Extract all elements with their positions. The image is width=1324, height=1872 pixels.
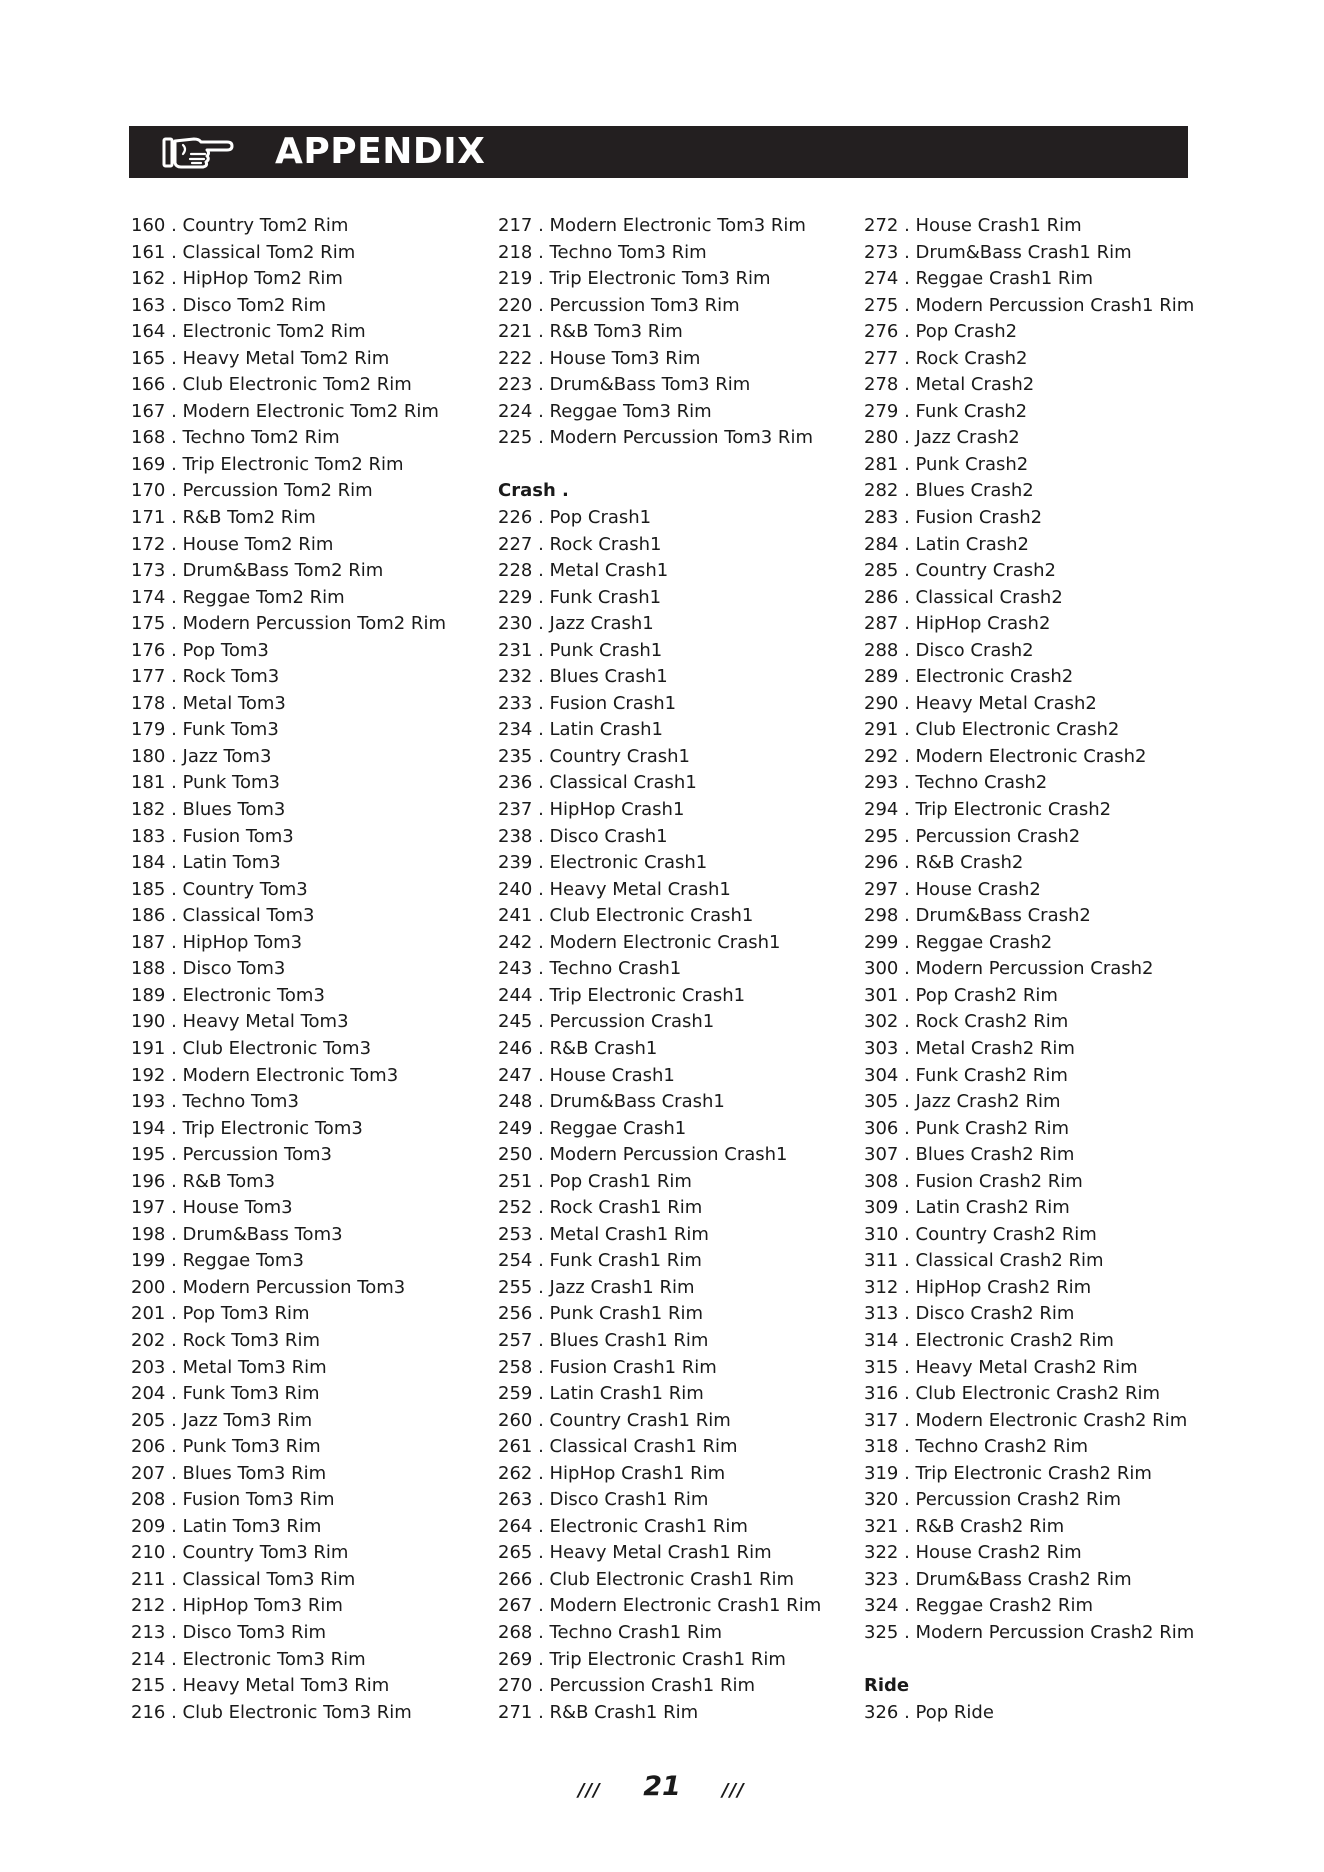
sound-list-item: 265 . Heavy Metal Crash1 Rim — [498, 1542, 772, 1564]
sound-list-item: 235 . Country Crash1 — [498, 745, 690, 767]
sound-list-item: 272 . House Crash1 Rim — [864, 215, 1082, 236]
sound-list-item: 166 . Club Electronic Tom2 Rim — [131, 374, 412, 396]
sound-list-item: 317 . Modern Electronic Crash2 Rim — [864, 1409, 1188, 1431]
index-column-3 — [864, 213, 1224, 1726]
sound-list-item: 215 . Heavy Metal Tom3 Rim — [131, 1675, 390, 1697]
sound-list-item: 298 . Drum&Bass Crash2 — [864, 905, 1091, 927]
sound-list-item: 213 . Disco Tom3 Rim — [131, 1621, 327, 1643]
sound-list-item: 225 . Modern Percussion Tom3 Rim — [498, 427, 813, 449]
sound-list-item: 167 . Modern Electronic Tom2 Rim — [131, 400, 439, 422]
sound-list-item: 270 . Percussion Crash1 Rim — [498, 1675, 756, 1697]
sound-list-item: 208 . Fusion Tom3 Rim — [131, 1489, 335, 1511]
sound-list-item: 168 . Techno Tom2 Rim — [131, 427, 340, 449]
sound-list-item: 228 . Metal Crash1 — [498, 560, 669, 582]
sound-list-item: 238 . Disco Crash1 — [498, 825, 668, 847]
sound-list-item: 224 . Reggae Tom3 Rim — [498, 400, 712, 422]
sound-list-item: 259 . Latin Crash1 Rim — [498, 1383, 704, 1405]
blank-line — [498, 452, 858, 479]
sound-list-item: 247 . House Crash1 — [498, 1064, 675, 1086]
sound-list-item: 294 . Trip Electronic Crash2 — [864, 799, 1112, 821]
sound-list-item: 176 . Pop Tom3 — [131, 639, 269, 661]
sound-list-item: 232 . Blues Crash1 — [498, 666, 668, 688]
sound-list-item: 297 . House Crash2 — [864, 878, 1041, 900]
sound-list-item: 214 . Electronic Tom3 Rim — [131, 1648, 366, 1670]
sound-list-item: 308 . Fusion Crash2 Rim — [864, 1170, 1083, 1192]
sound-list-item: 226 . Pop Crash1 — [498, 507, 652, 529]
sound-list-item: 185 . Country Tom3 — [131, 878, 308, 900]
pointing-hand-icon — [161, 132, 235, 172]
sound-list-item: 260 . Country Crash1 Rim — [498, 1409, 731, 1431]
sound-list-item: 192 . Modern Electronic Tom3 — [131, 1064, 399, 1086]
section-heading: Ride — [864, 1675, 910, 1697]
sound-list-item: 320 . Percussion Crash2 Rim — [864, 1489, 1122, 1511]
sound-list-item: 205 . Jazz Tom3 Rim — [131, 1409, 313, 1431]
sound-list-item: 221 . R&B Tom3 Rim — [498, 321, 683, 343]
sound-list-item: 164 . Electronic Tom2 Rim — [131, 321, 366, 343]
sound-list-item: 280 . Jazz Crash2 — [864, 427, 1020, 449]
sound-list-item: 299 . Reggae Crash2 — [864, 931, 1053, 953]
sound-list-item: 186 . Classical Tom3 — [131, 905, 315, 927]
sound-list-item: 212 . HipHop Tom3 Rim — [131, 1595, 343, 1617]
sound-list-item: 295 . Percussion Crash2 — [864, 825, 1081, 847]
sound-list-item: 257 . Blues Crash1 Rim — [498, 1329, 709, 1351]
sound-list-item: 258 . Fusion Crash1 Rim — [498, 1356, 717, 1378]
sound-list-item: 182 . Blues Tom3 — [131, 799, 286, 821]
sound-list-item: 209 . Latin Tom3 Rim — [131, 1515, 322, 1537]
sound-list-item: 204 . Funk Tom3 Rim — [131, 1383, 320, 1405]
sound-list-item: 315 . Heavy Metal Crash2 Rim — [864, 1356, 1138, 1378]
sound-list-item: 303 . Metal Crash2 Rim — [864, 1037, 1075, 1059]
sound-list-item: 201 . Pop Tom3 Rim — [131, 1303, 310, 1325]
sound-list-item: 248 . Drum&Bass Crash1 — [498, 1091, 725, 1113]
sound-list-item: 203 . Metal Tom3 Rim — [131, 1356, 327, 1378]
sound-list-item: 288 . Disco Crash2 — [864, 639, 1034, 661]
sound-list-item: 241 . Club Electronic Crash1 — [498, 905, 754, 927]
sound-list-item: 254 . Funk Crash1 Rim — [498, 1250, 702, 1272]
sound-list-item: 160 . Country Tom2 Rim — [131, 215, 349, 236]
sound-list-item: 281 . Punk Crash2 — [864, 453, 1029, 475]
sound-list-item: 278 . Metal Crash2 — [864, 374, 1035, 396]
sound-list-item: 240 . Heavy Metal Crash1 — [498, 878, 731, 900]
sound-list-item: 219 . Trip Electronic Tom3 Rim — [498, 268, 771, 290]
sound-list-item: 170 . Percussion Tom2 Rim — [131, 480, 373, 502]
section-heading: Crash . — [498, 480, 569, 502]
sound-list-item: 304 . Funk Crash2 Rim — [864, 1064, 1068, 1086]
sound-list-item: 266 . Club Electronic Crash1 Rim — [498, 1568, 795, 1590]
sound-list-item: 316 . Club Electronic Crash2 Rim — [864, 1383, 1161, 1405]
sound-list-item: 175 . Modern Percussion Tom2 Rim — [131, 613, 446, 635]
sound-list-item: 321 . R&B Crash2 Rim — [864, 1515, 1065, 1537]
sound-list-item: 196 . R&B Tom3 — [131, 1170, 276, 1192]
sound-list-item: 191 . Club Electronic Tom3 — [131, 1037, 372, 1059]
sound-list-item: 287 . HipHop Crash2 — [864, 613, 1051, 635]
sound-list-item: 306 . Punk Crash2 Rim — [864, 1117, 1070, 1139]
sound-list-item: 309 . Latin Crash2 Rim — [864, 1197, 1070, 1219]
sound-list-item: 200 . Modern Percussion Tom3 — [131, 1276, 406, 1298]
sound-list-item: 237 . HipHop Crash1 — [498, 799, 685, 821]
appendix-banner — [129, 126, 1188, 178]
sound-list-item: 286 . Classical Crash2 — [864, 586, 1063, 608]
sound-list-item: 271 . R&B Crash1 Rim — [498, 1701, 699, 1723]
sound-list-item: 199 . Reggae Tom3 — [131, 1250, 304, 1272]
sound-list-item: 250 . Modern Percussion Crash1 — [498, 1144, 788, 1166]
sound-list-item: 244 . Trip Electronic Crash1 — [498, 984, 746, 1006]
footer-slash-mark-right: /// — [722, 1780, 745, 1801]
sound-list-item: 230 . Jazz Crash1 — [498, 613, 654, 635]
sound-list-item: 190 . Heavy Metal Tom3 — [131, 1011, 349, 1033]
sound-list-item: 233 . Fusion Crash1 — [498, 692, 677, 714]
sound-list-item: 246 . R&B Crash1 — [498, 1037, 658, 1059]
sound-list-item: 243 . Techno Crash1 — [498, 958, 682, 980]
sound-list-item: 181 . Punk Tom3 — [131, 772, 280, 794]
sound-list-item: 291 . Club Electronic Crash2 — [864, 719, 1120, 741]
sound-list-item: 179 . Funk Tom3 — [131, 719, 279, 741]
sound-list-item: 231 . Punk Crash1 — [498, 639, 663, 661]
sound-list-item: 273 . Drum&Bass Crash1 Rim — [864, 241, 1132, 263]
sound-list-item: 211 . Classical Tom3 Rim — [131, 1568, 356, 1590]
sound-list-item: 169 . Trip Electronic Tom2 Rim — [131, 453, 404, 475]
sound-list-item: 194 . Trip Electronic Tom3 — [131, 1117, 363, 1139]
sound-list-item: 174 . Reggae Tom2 Rim — [131, 586, 345, 608]
blank-line — [864, 1647, 1224, 1674]
sound-list-item: 184 . Latin Tom3 — [131, 852, 281, 874]
sound-list-item: 188 . Disco Tom3 — [131, 958, 286, 980]
sound-list-item: 283 . Fusion Crash2 — [864, 507, 1043, 529]
sound-list-item: 249 . Reggae Crash1 — [498, 1117, 687, 1139]
sound-list-item: 229 . Funk Crash1 — [498, 586, 662, 608]
sound-list-item: 263 . Disco Crash1 Rim — [498, 1489, 709, 1511]
sound-list-item: 264 . Electronic Crash1 Rim — [498, 1515, 748, 1537]
sound-list-item: 197 . House Tom3 — [131, 1197, 293, 1219]
sound-list-item: 300 . Modern Percussion Crash2 — [864, 958, 1154, 980]
sound-list-item: 289 . Electronic Crash2 — [864, 666, 1074, 688]
sound-list-item: 292 . Modern Electronic Crash2 — [864, 745, 1147, 767]
sound-list-item: 210 . Country Tom3 Rim — [131, 1542, 349, 1564]
sound-list-item: 279 . Funk Crash2 — [864, 400, 1028, 422]
sound-list-item: 177 . Rock Tom3 — [131, 666, 280, 688]
sound-list-item: 216 . Club Electronic Tom3 Rim — [131, 1701, 412, 1723]
sound-list-item: 227 . Rock Crash1 — [498, 533, 662, 555]
sound-list-item: 284 . Latin Crash2 — [864, 533, 1030, 555]
sound-list-item: 253 . Metal Crash1 Rim — [498, 1223, 709, 1245]
footer-slash-mark-left: /// — [578, 1780, 601, 1801]
sound-list-item: 255 . Jazz Crash1 Rim — [498, 1276, 695, 1298]
sound-list-item: 234 . Latin Crash1 — [498, 719, 664, 741]
sound-list-item: 314 . Electronic Crash2 Rim — [864, 1329, 1114, 1351]
sound-list-item: 324 . Reggae Crash2 Rim — [864, 1595, 1093, 1617]
sound-list-item: 267 . Modern Electronic Crash1 Rim — [498, 1595, 822, 1617]
sound-list-item: 311 . Classical Crash2 Rim — [864, 1250, 1104, 1272]
sound-list-item: 180 . Jazz Tom3 — [131, 745, 272, 767]
sound-list-item: 326 . Pop Ride — [864, 1701, 994, 1723]
sound-list-item: 236 . Classical Crash1 — [498, 772, 697, 794]
sound-list-item: 296 . R&B Crash2 — [864, 852, 1024, 874]
sound-list-item: 207 . Blues Tom3 Rim — [131, 1462, 327, 1484]
sound-list-item: 165 . Heavy Metal Tom2 Rim — [131, 347, 390, 369]
sound-list-item: 162 . HipHop Tom2 Rim — [131, 268, 343, 290]
sound-list-item: 323 . Drum&Bass Crash2 Rim — [864, 1568, 1132, 1590]
sound-list-item: 242 . Modern Electronic Crash1 — [498, 931, 781, 953]
sound-list-item: 251 . Pop Crash1 Rim — [498, 1170, 692, 1192]
sound-list-item: 307 . Blues Crash2 Rim — [864, 1144, 1075, 1166]
sound-list-item: 161 . Classical Tom2 Rim — [131, 241, 356, 263]
sound-list-item: 285 . Country Crash2 — [864, 560, 1056, 582]
sound-list-item: 313 . Disco Crash2 Rim — [864, 1303, 1075, 1325]
sound-list-item: 305 . Jazz Crash2 Rim — [864, 1091, 1061, 1113]
sound-list-item: 275 . Modern Percussion Crash1 Rim — [864, 294, 1195, 316]
sound-list-item: 163 . Disco Tom2 Rim — [131, 294, 327, 316]
sound-list-item: 310 . Country Crash2 Rim — [864, 1223, 1097, 1245]
sound-list-item: 172 . House Tom2 Rim — [131, 533, 334, 555]
sound-list-item: 282 . Blues Crash2 — [864, 480, 1034, 502]
sound-list-item: 223 . Drum&Bass Tom3 Rim — [498, 374, 751, 396]
sound-list-item: 183 . Fusion Tom3 — [131, 825, 294, 847]
sound-list-item: 202 . Rock Tom3 Rim — [131, 1329, 320, 1351]
sound-list-item: 293 . Techno Crash2 — [864, 772, 1048, 794]
page-title: APPENDIX — [275, 131, 486, 172]
sound-list-item: 268 . Techno Crash1 Rim — [498, 1621, 722, 1643]
sound-list-item: 198 . Drum&Bass Tom3 — [131, 1223, 343, 1245]
sound-list-item: 189 . Electronic Tom3 — [131, 984, 325, 1006]
page-number: 21 — [643, 1771, 681, 1802]
sound-list-item: 239 . Electronic Crash1 — [498, 852, 708, 874]
sound-list-item: 276 . Pop Crash2 — [864, 321, 1018, 343]
sound-list-item: 173 . Drum&Bass Tom2 Rim — [131, 560, 384, 582]
sound-list-item: 312 . HipHop Crash2 Rim — [864, 1276, 1092, 1298]
sound-list-item: 318 . Techno Crash2 Rim — [864, 1436, 1088, 1458]
sound-list-item: 274 . Reggae Crash1 Rim — [864, 268, 1093, 290]
sound-list-item: 256 . Punk Crash1 Rim — [498, 1303, 704, 1325]
sound-list-item: 218 . Techno Tom3 Rim — [498, 241, 707, 263]
sound-list-item: 262 . HipHop Crash1 Rim — [498, 1462, 726, 1484]
sound-list-item: 322 . House Crash2 Rim — [864, 1542, 1082, 1564]
sound-list-item: 206 . Punk Tom3 Rim — [131, 1436, 321, 1458]
sound-list-item: 193 . Techno Tom3 — [131, 1091, 299, 1113]
sound-list-item: 195 . Percussion Tom3 — [131, 1144, 332, 1166]
sound-list-item: 220 . Percussion Tom3 Rim — [498, 294, 740, 316]
sound-list-item: 171 . R&B Tom2 Rim — [131, 507, 316, 529]
sound-list-item: 301 . Pop Crash2 Rim — [864, 984, 1058, 1006]
sound-list-item: 252 . Rock Crash1 Rim — [498, 1197, 703, 1219]
sound-list-item: 222 . House Tom3 Rim — [498, 347, 701, 369]
sound-list-item: 319 . Trip Electronic Crash2 Rim — [864, 1462, 1152, 1484]
sound-list-item: 217 . Modern Electronic Tom3 Rim — [498, 215, 806, 236]
sound-list-item: 290 . Heavy Metal Crash2 — [864, 692, 1097, 714]
sound-list-item: 187 . HipHop Tom3 — [131, 931, 303, 953]
sound-list-item: 269 . Trip Electronic Crash1 Rim — [498, 1648, 786, 1670]
sound-list-item: 277 . Rock Crash2 — [864, 347, 1028, 369]
index-column-1 — [131, 213, 491, 1726]
sound-list-item: 325 . Modern Percussion Crash2 Rim — [864, 1621, 1195, 1643]
sound-list-item: 245 . Percussion Crash1 — [498, 1011, 715, 1033]
sound-list-item: 178 . Metal Tom3 — [131, 692, 286, 714]
sound-list-item: 261 . Classical Crash1 Rim — [498, 1436, 738, 1458]
index-column-2 — [498, 213, 858, 1726]
sound-list-item: 302 . Rock Crash2 Rim — [864, 1011, 1069, 1033]
